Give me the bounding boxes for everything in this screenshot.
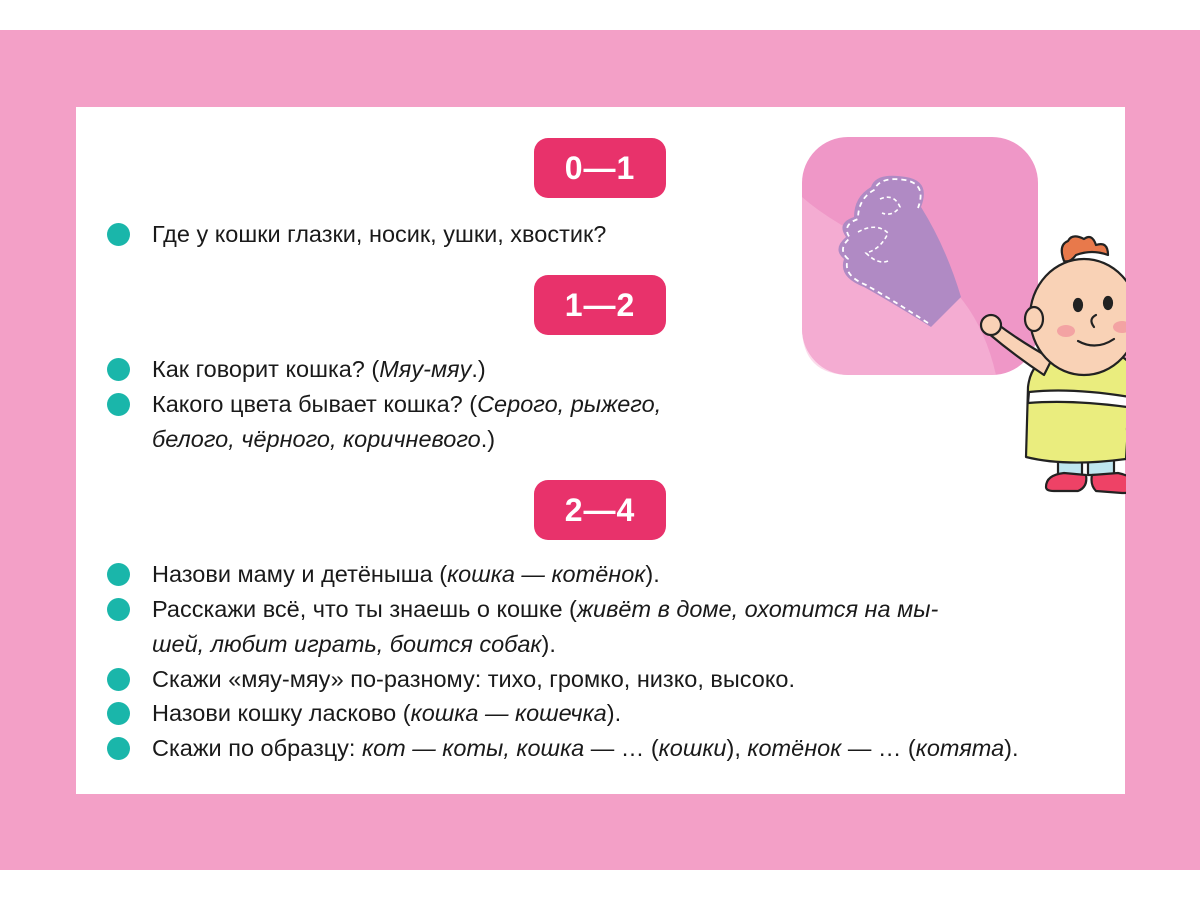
list-item	[152, 592, 938, 626]
bullet-icon	[107, 668, 130, 691]
text-run: — … (	[841, 735, 916, 761]
bullet-icon	[107, 563, 130, 586]
text-run: Расскажи всё, что ты знаешь о кошке (	[152, 596, 577, 622]
list-item	[152, 387, 661, 421]
text-run: — … (	[584, 735, 659, 761]
text-run: ).	[541, 631, 556, 657]
age-badge-2-4: 2—4	[534, 480, 666, 540]
list-item	[152, 662, 795, 696]
list-item	[152, 731, 1019, 765]
text-run: ),	[726, 735, 748, 761]
text-run: Где у кошки глазки, носик, ушки, хвостик?	[152, 221, 607, 247]
bullet-icon	[107, 358, 130, 381]
italic-text: Серого, рыжего,	[477, 391, 662, 417]
text-run: .)	[471, 356, 486, 382]
italic-text: белого, чёрного, коричневого	[152, 426, 481, 452]
list-item-continuation	[152, 422, 495, 456]
boy-illustration-icon	[796, 137, 1126, 497]
bullet-icon	[107, 737, 130, 760]
text-run: .)	[480, 426, 496, 452]
italic-text: Мяу-мяу	[379, 356, 472, 382]
content-card	[76, 107, 1125, 794]
italic-text: кошки	[658, 735, 727, 761]
text-run: Скажи по образцу:	[152, 735, 362, 761]
list-item	[152, 217, 606, 251]
italic-text: кот — коты, кошка	[362, 735, 585, 761]
age-badge-0-1: 0—1	[534, 138, 666, 198]
list-item	[152, 557, 660, 591]
text-run: ).	[606, 700, 622, 726]
bullet-icon	[107, 702, 130, 725]
italic-text: котёнок	[747, 735, 842, 761]
text-run: Как говорит кошка? (	[152, 356, 380, 382]
italic-text: шей, любит играть, боится собак	[152, 631, 542, 657]
italic-text: котята	[915, 735, 1005, 761]
text-run: Назови кошку ласково (	[152, 700, 411, 726]
bullet-icon	[107, 393, 130, 416]
italic-text: живёт в доме, охотится на мы-	[576, 596, 939, 622]
text-run: ).	[645, 561, 660, 587]
italic-text: кошка — котёнок	[447, 561, 646, 587]
italic-text: кошка — кошечка	[410, 700, 607, 726]
bullet-icon	[107, 598, 130, 621]
text-run: Какого цвета бывает кошка? (	[152, 391, 478, 417]
text-run: ).	[1004, 735, 1019, 761]
list-item	[152, 352, 486, 386]
text-run: Скажи «мяу-мяу» по-разному: тихо, громко, низко, высоко.	[152, 666, 795, 692]
list-item-continuation	[152, 627, 556, 661]
bullet-icon	[107, 223, 130, 246]
text-run: Назови маму и детёныша (	[152, 561, 448, 587]
list-item	[152, 696, 621, 730]
age-badge-1-2: 1—2	[534, 275, 666, 335]
